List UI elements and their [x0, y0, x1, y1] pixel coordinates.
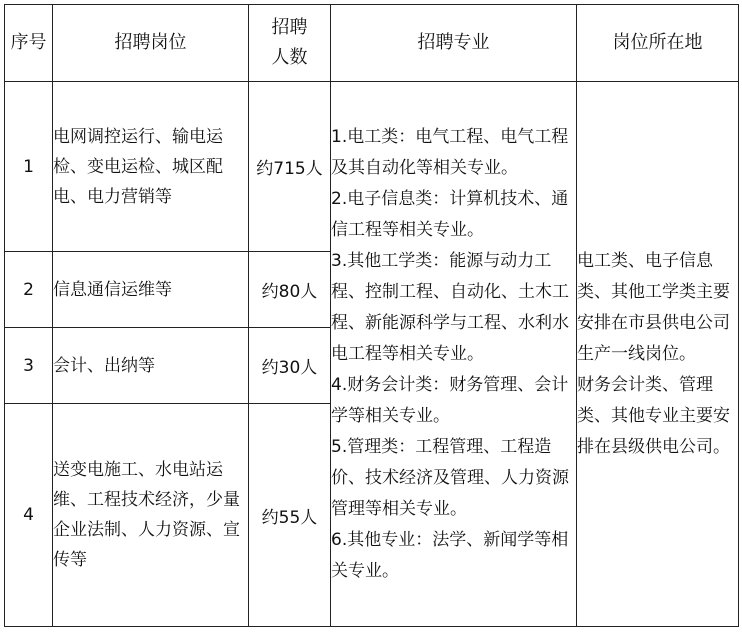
- location-item: 电工类、电子信息类、其他工学类主要安排在市县供电公司生产一线岗位。: [577, 250, 730, 364]
- major-item: 1.电工类：电气工程、电气工程及其自动化等相关专业。: [331, 126, 569, 178]
- row-count: 约715人: [249, 82, 331, 252]
- major-cell: [331, 82, 577, 627]
- row-position: 信息通信运维等: [53, 252, 249, 328]
- major-item: 3.其他工学类：能源与动力工程、控制工程、自动化、土木工程、新能源科学与工程、水利水电工程等相关专业。: [331, 250, 569, 364]
- row-position: 送变电施工、水电站运维、工程技术经济，少量企业法制、人力资源、宣传等: [53, 404, 249, 627]
- location-item: 财务会计类、管理类、其他专业主要安排在县级供电公司。: [577, 374, 730, 457]
- row-no: 4: [5, 404, 53, 627]
- major-item: 5.管理类：工程管理、工程造价、技术经济及管理、人力资源管理等相关专业。: [331, 436, 569, 519]
- header-count: 招聘人数: [249, 5, 331, 82]
- header-location: 岗位所在地: [577, 5, 739, 82]
- location-cell: [577, 82, 739, 627]
- table-row: [5, 82, 739, 252]
- row-count: 约80人: [249, 252, 331, 328]
- row-count: 约55人: [249, 404, 331, 627]
- major-item: 4.财务会计类：财务管理、会计学等相关专业。: [331, 374, 569, 426]
- row-position: 电网调控运行、输电运检、变电运检、城区配电、电力营销等: [53, 82, 249, 252]
- row-no: 2: [5, 252, 53, 328]
- row-count: 约30人: [249, 328, 331, 404]
- recruitment-table: [4, 4, 739, 627]
- header-position: 招聘岗位: [53, 5, 249, 82]
- row-no: 1: [5, 82, 53, 252]
- header-row: [5, 5, 739, 82]
- major-item: 6.其他专业：法学、新闻学等相关专业。: [331, 529, 569, 581]
- row-no: 3: [5, 328, 53, 404]
- header-major: 招聘专业: [331, 5, 577, 82]
- major-item: 2.电子信息类：计算机技术、通信工程等相关专业。: [331, 188, 569, 240]
- header-no: 序号: [5, 5, 53, 82]
- row-position: 会计、出纳等: [53, 328, 249, 404]
